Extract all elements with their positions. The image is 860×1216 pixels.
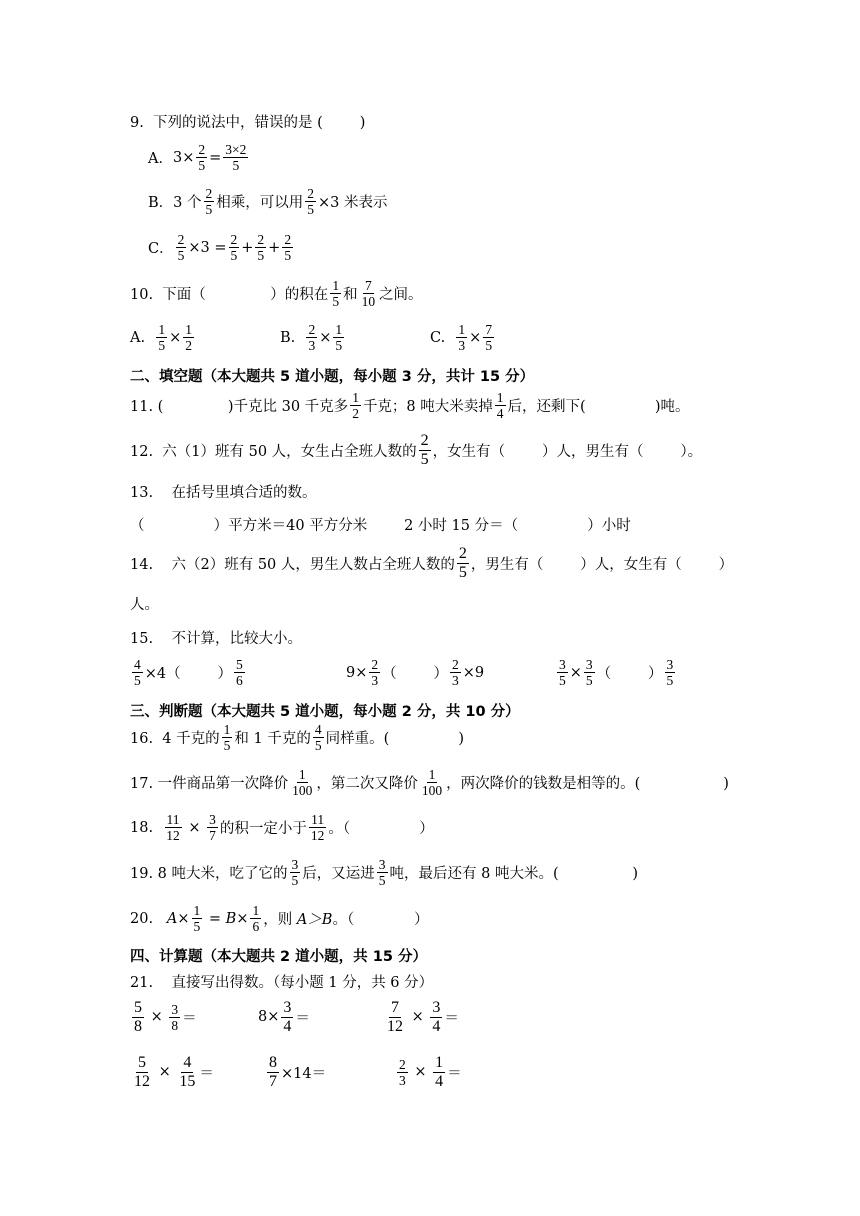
- fraction: $\frac{11}{12}$: [166, 812, 180, 844]
- q15-expr-2: 9× $\frac{2}{3}$ （ ） $\frac{2}{3}$ ×9: [346, 657, 485, 689]
- section-heading-true-false: 三、判断题（本大题共 5 道小题，每小题 2 分，共 10 分）: [130, 704, 520, 720]
- fraction: 5 6: [236, 657, 243, 689]
- q21-item-6: $\frac{2}{3}$ × $\frac{1}{4}$ ＝: [399, 1054, 462, 1090]
- fraction: $\frac{3\times 2}{5}$: [225, 142, 247, 174]
- fraction: $\frac{2}{5}$: [257, 232, 265, 264]
- question-16: 16. 4 千克的 1 5 和 1 千克的 4 5 同样重。( ): [130, 722, 465, 754]
- fraction: 1 100: [421, 767, 443, 799]
- fraction: 1 100: [292, 767, 313, 799]
- section-heading-calculation: 四、计算题（本大题共 2 道小题，共 15 分）: [130, 949, 427, 965]
- fraction: $\frac{1}{2}$: [185, 322, 192, 354]
- fraction: $\frac{2}{3}$: [308, 322, 316, 354]
- fraction: $\frac{1}{6}$: [252, 903, 260, 935]
- fraction: $\frac{3}{5}$: [559, 657, 566, 689]
- q9-option-b: B． 3 个 2 5 相乘，可以用 $\frac{2}{5}$ ×3 米表示: [148, 186, 388, 218]
- q21-item-4: $\frac{5}{12}$ × $\frac{4}{15}$ ＝: [134, 1054, 214, 1090]
- fraction: $\frac{4}{5}$: [134, 657, 141, 689]
- question-14-cont: 人。: [130, 597, 159, 613]
- question-10-stem: 10. 下面（ ）的积在 1 5 和 7 10 之间。: [130, 278, 423, 310]
- fraction: $\frac{8}{7}$: [269, 1054, 277, 1090]
- fraction: $\frac{2}{5}$: [230, 232, 238, 264]
- fraction: $\frac{3}{4}$: [283, 999, 292, 1035]
- question-15: 15. 不计算，比较大小。: [130, 631, 302, 647]
- question-17: 17. 一件商品第一次降价 1 100 ，第二次又降价 1 100 ，两次降价的钱数是相等的。( ): [130, 767, 729, 799]
- fraction: $\frac{2}{5}$: [198, 142, 206, 174]
- fraction: 1 5: [332, 278, 340, 310]
- question-20: 20. A × $\frac{1}{5}$ = B × $\frac{1}{6}$ ，则 A＞B 。（ ）: [130, 903, 429, 935]
- fraction: $\frac{1}{5}$: [193, 903, 201, 935]
- expr-text: 3×: [172, 149, 195, 166]
- question-13: 13. 在括号里填合适的数。: [130, 485, 317, 501]
- q10-option-b: B. $\frac{2}{3}$ × $\frac{1}{5}$: [280, 322, 343, 354]
- fraction: $\frac{2}{5}$: [177, 232, 185, 264]
- fraction: 1 2: [352, 390, 359, 422]
- fraction: $\frac{2}{5}$: [307, 186, 314, 218]
- fraction: 2 5: [420, 432, 429, 468]
- option-label: C.: [430, 329, 446, 346]
- question-text: 9. 下列的说法中，错误的是 ( ): [130, 115, 366, 131]
- q21-item-5: $\frac{8}{7}$ ×14＝: [269, 1054, 327, 1090]
- q10-option-c: C. $\frac{1}{3}$ × $\frac{7}{5}$: [430, 322, 493, 354]
- question-13-items: （ ）平方米＝40 平方分米 2 小时 15 分＝（ ）小时: [130, 518, 631, 534]
- question-11: 11. ( )千克比 30 千克多 1 2 千克；8 吨大米卖掉 1 4 后，还剩下( )吨。: [130, 390, 690, 422]
- fraction: $\frac{3}{4}$: [432, 999, 441, 1035]
- q9-option-a: [148, 142, 250, 173]
- fraction: 3 5: [666, 657, 674, 689]
- fraction: 4 5: [314, 722, 322, 754]
- q21-item-1: $\frac{5}{8}$ × $\frac{3}{8}$ ＝: [134, 999, 197, 1035]
- fraction: 3 5: [291, 857, 299, 889]
- fraction: 2 5: [205, 186, 213, 218]
- fraction: 7 10: [361, 278, 376, 310]
- option-label: B．: [148, 195, 174, 212]
- fraction: $\frac{5}{8}$: [134, 999, 142, 1035]
- fraction: $\frac{4}{15}$: [179, 1054, 196, 1090]
- fraction: $\frac{2}{5}$: [284, 232, 292, 264]
- fraction: $\frac{1}{5}$: [158, 322, 166, 354]
- option-label: C．: [148, 241, 174, 258]
- q21-item-3: $\frac{7}{12}$ × $\frac{3}{4}$ ＝: [387, 999, 459, 1035]
- fraction: $\frac{1}{4}$: [435, 1054, 444, 1090]
- fraction: 1 5: [223, 722, 231, 754]
- fraction: $\frac{3}{5}$: [585, 657, 593, 689]
- fraction: $\frac{2}{3}$: [399, 1056, 406, 1088]
- fraction: $\frac{1}{3}$: [458, 322, 466, 354]
- fraction: $\frac{7}{5}$: [485, 322, 493, 354]
- option-label: A．: [148, 151, 173, 168]
- q9-option-c: C． $\frac{2}{5}$ ×3 = $\frac{2}{5}$ + $\frac{2}{5}$ + $\frac{2}{5}$: [148, 232, 292, 264]
- option-label: A.: [130, 329, 146, 346]
- fraction: $\frac{1}{5}$: [335, 322, 343, 354]
- q21-item-2: 8× $\frac{3}{4}$ ＝: [258, 999, 310, 1035]
- question-19: 19. 8 吨大米，吃了它的 3 5 后，又运进 3 5 吨，最后还有 8 吨大米。( ): [130, 857, 639, 889]
- fraction: $\frac{2}{3}$: [452, 657, 459, 689]
- question-9-stem: [130, 111, 365, 132]
- q15-expr-3: $\frac{3}{5}$ × $\frac{3}{5}$ （ ） 3 5: [559, 657, 674, 689]
- section-heading-fill-in: 二、填空题（本大题共 5 道小题，每小题 3 分，共计 15 分）: [130, 369, 535, 385]
- fraction: $\frac{7}{12}$: [387, 999, 403, 1035]
- fraction: 2 5: [458, 545, 467, 581]
- question-14: 14. 六（2）班有 50 人，男生人数占全班人数的 2 5 ，男生有（ ）人，女生有（ ）: [130, 545, 734, 581]
- q15-expr-1: $\frac{4}{5}$ ×4（ ） 5 6: [134, 657, 243, 689]
- fraction: 3 5: [378, 857, 386, 889]
- fraction: $\frac{2}{3}$: [371, 657, 379, 689]
- expr-text: =: [209, 149, 222, 166]
- fraction: 11 12: [310, 812, 325, 844]
- question-12: 12. 六（1）班有 50 人，女生占全班人数的 2 5 ，女生有（ ）人，男生有（ ）。: [130, 432, 703, 468]
- fraction: 1 4: [496, 390, 504, 422]
- question-18: 18. $\frac{11}{12}$ × $\frac{3}{7}$ 的积一定小于 11 12 。（ ）: [130, 812, 434, 844]
- fraction: $\frac{5}{12}$: [134, 1054, 150, 1090]
- question-21: 21. 直接写出得数。（每小题 1 分，共 6 分）: [130, 975, 434, 991]
- fraction: $\frac{3}{8}$: [171, 1001, 179, 1033]
- option-label: B.: [280, 329, 296, 346]
- fraction: $\frac{3}{7}$: [209, 812, 216, 844]
- q10-option-a: A. $\frac{1}{5}$ × $\frac{1}{2}$: [130, 322, 192, 354]
